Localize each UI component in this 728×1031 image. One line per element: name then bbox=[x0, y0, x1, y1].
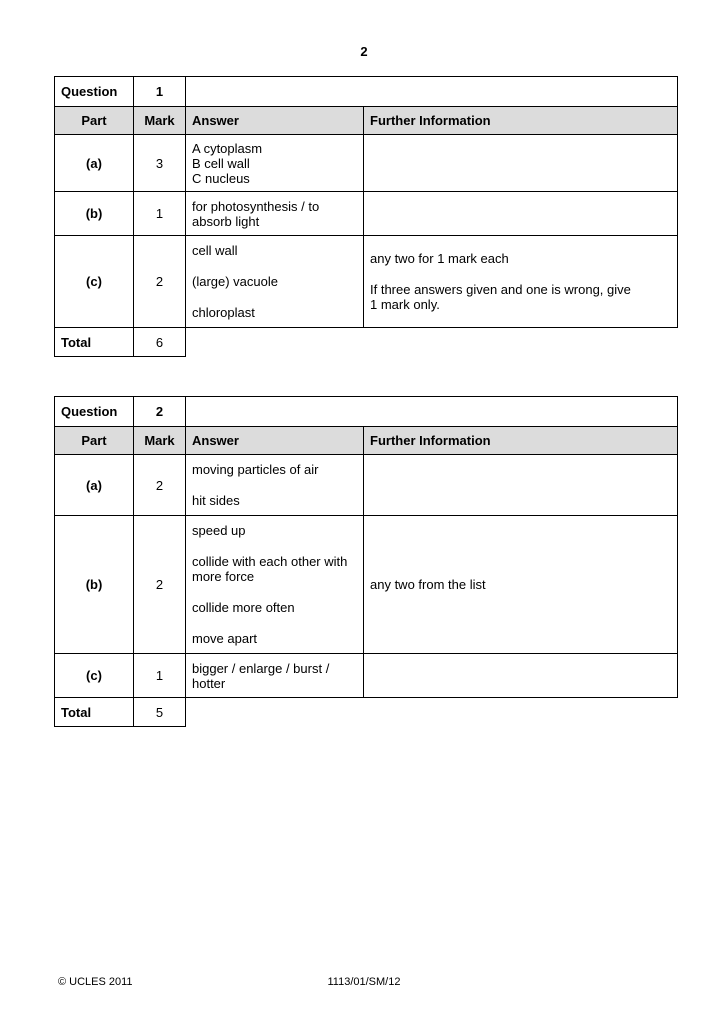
question-blank bbox=[186, 397, 678, 427]
mark-cell: 1 bbox=[134, 192, 186, 236]
total-value: 5 bbox=[134, 698, 186, 727]
answer-cell bbox=[186, 654, 364, 698]
part-cell: (b) bbox=[55, 516, 134, 654]
total-label: Total bbox=[55, 698, 134, 727]
total-blank bbox=[186, 328, 678, 357]
total-row bbox=[55, 698, 678, 727]
total-row bbox=[55, 328, 678, 357]
answer-line: C nucleus bbox=[192, 170, 250, 186]
question-number: 2 bbox=[134, 397, 186, 427]
question-2-table bbox=[54, 396, 678, 727]
further-cell bbox=[364, 236, 678, 328]
part-header: Part bbox=[55, 427, 134, 455]
total-label: Total bbox=[55, 328, 134, 357]
part-header: Part bbox=[55, 107, 134, 135]
answer-cell bbox=[186, 236, 364, 328]
mark-header: Mark bbox=[134, 107, 186, 135]
table-row bbox=[55, 455, 678, 516]
answer-line: collide more often bbox=[192, 600, 295, 615]
mark-cell: 3 bbox=[134, 135, 186, 192]
answer-cell bbox=[186, 192, 364, 236]
answer-cell bbox=[186, 516, 364, 654]
further-header: Further Information bbox=[364, 427, 678, 455]
further-header: Further Information bbox=[364, 107, 678, 135]
page-number: 2 bbox=[360, 44, 368, 59]
further-cell bbox=[364, 516, 678, 654]
answer-line: chloroplast bbox=[192, 305, 255, 320]
answer-line: for photosynthesis / to bbox=[192, 198, 320, 214]
further-line: any two from the list bbox=[370, 577, 486, 592]
answer-cell bbox=[186, 455, 364, 516]
answer-line: move apart bbox=[192, 631, 258, 646]
answer-cell bbox=[186, 135, 364, 192]
total-blank bbox=[186, 698, 678, 727]
answer-line: hotter bbox=[192, 675, 226, 691]
answer-line: hit sides bbox=[192, 493, 240, 508]
further-line: any two for 1 mark each bbox=[370, 251, 509, 266]
answer-line: B cell wall bbox=[192, 155, 250, 171]
table-row bbox=[55, 654, 678, 698]
table-row bbox=[55, 192, 678, 236]
document-code: 1113/01/SM/12 bbox=[327, 976, 401, 988]
mark-header: Mark bbox=[134, 427, 186, 455]
table-row bbox=[55, 135, 678, 192]
further-line: 1 mark only. bbox=[370, 297, 440, 312]
answer-line: (large) vacuole bbox=[192, 274, 278, 289]
mark-cell: 2 bbox=[134, 516, 186, 654]
answer-line: collide with each other with bbox=[192, 554, 348, 569]
answer-header: Answer bbox=[186, 107, 364, 135]
part-cell: (b) bbox=[55, 192, 134, 236]
part-cell: (a) bbox=[55, 455, 134, 516]
table-row bbox=[55, 236, 678, 328]
part-cell: (a) bbox=[55, 135, 134, 192]
answer-line: A cytoplasm bbox=[192, 140, 263, 156]
copyright-text: © UCLES 2011 bbox=[58, 976, 133, 988]
answer-line: absorb light bbox=[192, 213, 260, 229]
question-label: Question bbox=[55, 397, 134, 427]
total-value: 6 bbox=[134, 328, 186, 357]
question-number: 1 bbox=[134, 77, 186, 107]
answer-line: bigger / enlarge / burst / bbox=[192, 660, 330, 676]
table-row bbox=[55, 516, 678, 654]
answer-line: cell wall bbox=[192, 243, 238, 258]
further-line: If three answers given and one is wrong, give bbox=[370, 282, 631, 297]
question-1-table bbox=[54, 76, 678, 357]
further-cell bbox=[364, 654, 678, 698]
part-cell: (c) bbox=[55, 236, 134, 328]
mark-cell: 2 bbox=[134, 236, 186, 328]
further-cell bbox=[364, 192, 678, 236]
question-blank bbox=[186, 77, 678, 107]
further-cell bbox=[364, 135, 678, 192]
mark-cell: 1 bbox=[134, 654, 186, 698]
further-cell bbox=[364, 455, 678, 516]
answer-line: moving particles of air bbox=[192, 462, 319, 477]
mark-cell: 2 bbox=[134, 455, 186, 516]
answer-line: more force bbox=[192, 569, 255, 584]
answer-header: Answer bbox=[186, 427, 364, 455]
part-cell: (c) bbox=[55, 654, 134, 698]
question-label: Question bbox=[55, 77, 134, 107]
answer-line: speed up bbox=[192, 523, 246, 538]
